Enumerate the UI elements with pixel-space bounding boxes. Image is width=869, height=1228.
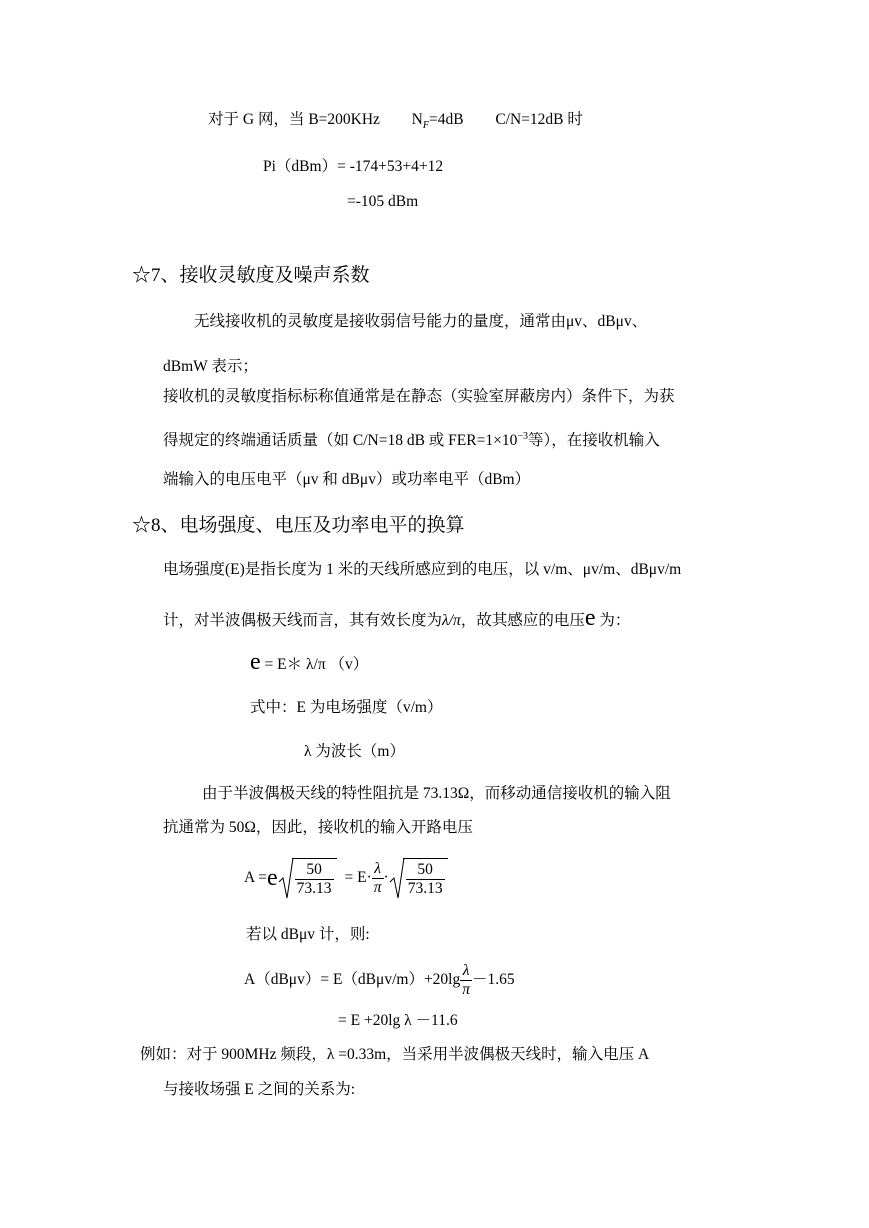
induced-voltage-equation [250, 649, 369, 675]
s7-para2-line2 [163, 427, 660, 451]
example-line1: 例如：对于 900MHz 频段，λ =0.33m，当采用半波偶极天线时，输入电压 A [140, 1046, 650, 1063]
s7-para2-line2-b: 等），在接收机输入 [527, 432, 660, 450]
impedance-50: 50 [295, 861, 334, 880]
s7-para2-line1: 接收机的灵敏度指标标称值通常是在静态（实验室屏蔽房内）条件下，为获 [163, 388, 675, 405]
g-network-condition [208, 110, 583, 136]
e-symbol: e [250, 649, 261, 675]
carrier-noise-ratio: C/N=12dB 时 [495, 111, 583, 128]
where-wavelength: λ 为波长（m） [304, 743, 405, 760]
condition-bandwidth: 对于 G 网，当 B=200KHz [208, 111, 380, 128]
s8-para1-line2-b: ，故其感应的电压 [460, 612, 585, 629]
s8-para1-line2 [163, 605, 631, 631]
sqrt-icon [389, 858, 448, 898]
lambda-over-pi: λ/π [442, 612, 461, 629]
eqA-mid: = E· [344, 869, 372, 886]
induced-voltage-rhs: = E＊ λ/π （v） [260, 656, 369, 673]
s8-para1-line2-c: 为： [595, 612, 631, 629]
noise-figure-subscript: F [422, 120, 429, 132]
if-dbuv: 若以 dBμv 计，则: [246, 926, 370, 943]
noise-figure-value: =4dB [428, 111, 464, 128]
lambda: λ [372, 860, 384, 879]
dbuv-equation [244, 958, 515, 1002]
s7-para1-line1: 无线接收机的灵敏度是接收弱信号能力的量度，通常由μv、dBμv、 [194, 313, 648, 330]
dot: · [383, 869, 389, 886]
s7-para2-line2-a: 得规定的终端通话质量（如 C/N=18 dB 或 FER=1×10 [163, 432, 518, 450]
eqB-rhs: －1.65 [472, 971, 515, 988]
s8-para1-line1: 电场强度(E)是指长度为 1 米的天线所感应到的电压，以 v/m、μv/m、dBμv/m [163, 561, 682, 578]
open-circuit-voltage-equation [244, 856, 448, 900]
eqA-lhs: A = [244, 869, 267, 886]
sensitivity-equation: Pi（dBm）= -174+53+4+12 [263, 158, 444, 175]
s8-para2-line2: 抗通常为 50Ω，因此，接收机的输入开路电压 [163, 819, 473, 836]
where-field-strength: 式中：E 为电场强度（v/m） [250, 699, 443, 716]
impedance-73: 73.13 [407, 880, 443, 897]
s7-para2-line3: 端输入的电压电平（μv 和 dBμv）或功率电平（dBm） [163, 471, 531, 488]
pi: π [373, 878, 382, 896]
s8-para2-line1: 由于半波偶极天线的特性阻抗是 73.13Ω，而移动通信接收机的输入阻 [202, 785, 671, 802]
section-7-heading: ☆7、接收灵敏度及噪声系数 [132, 265, 370, 286]
dbuv-equation-simplified: = E +20lg λ －11.6 [338, 1012, 458, 1029]
sensitivity-result: =-105 dBm [347, 193, 419, 210]
section-8-heading: ☆8、电场强度、电压及功率电平的换算 [132, 515, 465, 536]
impedance-50: 50 [406, 861, 445, 880]
s7-para1-line2: dBmW 表示； [163, 358, 258, 375]
eqB-lhs: A（dBμv）= E（dBμv/m）+20lg [244, 971, 461, 988]
noise-figure-symbol: N [411, 111, 423, 128]
lambda: λ [460, 962, 472, 981]
exponent: −3 [517, 431, 528, 442]
e-symbol: e [584, 605, 596, 631]
sqrt-icon [278, 858, 337, 898]
e-symbol: e [266, 865, 278, 891]
s8-para1-line2-a: 计，对半波偶极天线而言，其有效长度为 [163, 612, 443, 629]
impedance-73: 73.13 [296, 880, 332, 897]
pi: π [462, 980, 471, 998]
example-line2: 与接收场强 E 之间的关系为: [163, 1081, 356, 1098]
